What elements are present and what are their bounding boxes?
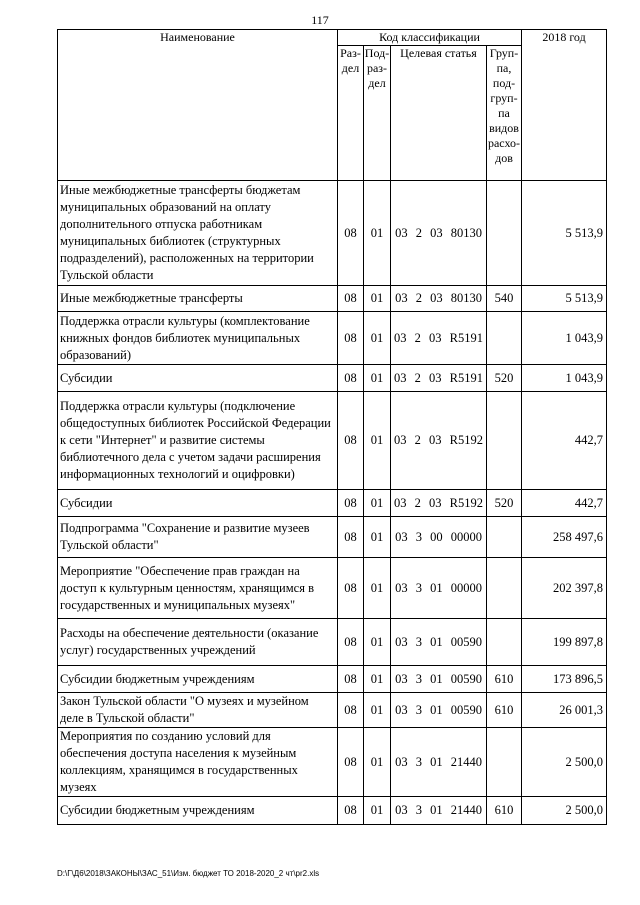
row-name: Подпрограмма "Сохранение и развитие музеев Тульской области"	[58, 517, 338, 558]
row-target-article: 03 2 03 R5191	[391, 365, 487, 392]
row-subsection: 01	[364, 365, 391, 392]
row-section: 08	[338, 392, 364, 490]
header-target-article: Целевая статья	[391, 46, 487, 181]
row-target-article: 03 2 03 R5192	[391, 392, 487, 490]
row-amount: 2 500,0	[522, 728, 607, 797]
row-amount: 5 513,9	[522, 181, 607, 286]
row-section: 08	[338, 558, 364, 619]
row-amount: 2 500,0	[522, 797, 607, 825]
table-row	[58, 181, 607, 286]
row-target-article: 03 3 01 00590	[391, 666, 487, 693]
table-body	[58, 181, 607, 825]
row-amount: 1 043,9	[522, 312, 607, 365]
row-name: Субсидии бюджетным учреждениям	[58, 797, 338, 825]
row-target-article: 03 2 03 R5192	[391, 490, 487, 517]
row-name: Поддержка отрасли культуры (комплектование книжных фондов библиотек муниципальных образований)	[58, 312, 338, 365]
header-classification-code: Код классификации	[338, 30, 522, 46]
row-subsection: 01	[364, 693, 391, 728]
row-subsection: 01	[364, 666, 391, 693]
row-amount: 173 896,5	[522, 666, 607, 693]
page-number: 117	[311, 13, 329, 27]
row-target-article: 03 2 03 80130	[391, 286, 487, 312]
row-subsection: 01	[364, 797, 391, 825]
row-name: Иные межбюджетные трансферты	[58, 286, 338, 312]
table-row	[58, 365, 607, 392]
row-name: Мероприятие "Обеспечение прав граждан на доступ к культурным ценностям, хранящимся в государственных и муниципальных музеях"	[58, 558, 338, 619]
table-row	[58, 666, 607, 693]
row-expense-group	[487, 728, 522, 797]
table-row	[58, 558, 607, 619]
row-subsection: 01	[364, 619, 391, 666]
row-expense-group: 610	[487, 666, 522, 693]
row-name: Закон Тульской области "О музеях и музейном деле в Тульской области"	[58, 693, 338, 728]
row-name: Субсидии бюджетным учреждениям	[58, 666, 338, 693]
table-row	[58, 517, 607, 558]
header-expense-group: Груп- па, под- груп- па видов расхо- дов	[487, 46, 522, 181]
row-subsection: 01	[364, 728, 391, 797]
row-amount: 26 001,3	[522, 693, 607, 728]
row-expense-group	[487, 392, 522, 490]
table-header	[58, 30, 607, 181]
row-section: 08	[338, 619, 364, 666]
row-expense-group	[487, 619, 522, 666]
row-subsection: 01	[364, 558, 391, 619]
row-expense-group: 540	[487, 286, 522, 312]
row-expense-group	[487, 517, 522, 558]
row-target-article: 03 3 01 00000	[391, 558, 487, 619]
row-target-article: 03 2 03 R5191	[391, 312, 487, 365]
table-row	[58, 286, 607, 312]
row-expense-group	[487, 181, 522, 286]
row-section: 08	[338, 517, 364, 558]
row-expense-group: 520	[487, 490, 522, 517]
row-section: 08	[338, 181, 364, 286]
table-row	[58, 490, 607, 517]
row-name: Расходы на обеспечение деятельности (оказание услуг) государственных учреждений	[58, 619, 338, 666]
header-section: Раз- дел	[338, 46, 364, 181]
row-name: Субсидии	[58, 490, 338, 517]
row-amount: 5 513,9	[522, 286, 607, 312]
row-amount: 202 397,8	[522, 558, 607, 619]
table-row	[58, 693, 607, 728]
row-name: Поддержка отрасли культуры (подключение общедоступных библиотек Российской Федерации к сети "Интернет" и развитие системы библиотечного дела с учетом задачи расширения информационных технологий и оцифровки)	[58, 392, 338, 490]
row-expense-group	[487, 558, 522, 619]
row-amount: 258 497,6	[522, 517, 607, 558]
header-year: 2018 год	[522, 30, 607, 181]
row-section: 08	[338, 693, 364, 728]
row-amount: 1 043,9	[522, 365, 607, 392]
row-expense-group: 610	[487, 693, 522, 728]
row-expense-group: 610	[487, 797, 522, 825]
row-target-article: 03 3 01 00590	[391, 619, 487, 666]
table-row	[58, 728, 607, 797]
row-subsection: 01	[364, 517, 391, 558]
row-section: 08	[338, 797, 364, 825]
header-name: Наименование	[58, 30, 338, 181]
row-name: Иные межбюджетные трансферты бюджетам муниципальных образований на оплату дополнительного отпуска работникам муниципальных библиотек (структурных подразделений), расположенных на территории Тульской области	[58, 181, 338, 286]
row-subsection: 01	[364, 392, 391, 490]
row-target-article: 03 3 01 21440	[391, 728, 487, 797]
table-row	[58, 312, 607, 365]
row-subsection: 01	[364, 490, 391, 517]
row-section: 08	[338, 666, 364, 693]
row-section: 08	[338, 286, 364, 312]
row-subsection: 01	[364, 312, 391, 365]
table-row	[58, 797, 607, 825]
row-target-article: 03 3 01 00590	[391, 693, 487, 728]
footer-file-path: D:\Г\Д6\2018\ЗАКОНЫ\ЗАС_51\Изм. бюджет ТО 2018-2020_2 чт\pr2.xls	[57, 869, 320, 878]
table-row	[58, 619, 607, 666]
row-target-article: 03 2 03 80130	[391, 181, 487, 286]
row-subsection: 01	[364, 181, 391, 286]
row-amount: 199 897,8	[522, 619, 607, 666]
header-subsection: Под- раз- дел	[364, 46, 391, 181]
row-name: Субсидии	[58, 365, 338, 392]
row-section: 08	[338, 365, 364, 392]
row-expense-group	[487, 312, 522, 365]
row-amount: 442,7	[522, 490, 607, 517]
row-section: 08	[338, 490, 364, 517]
table-row	[58, 392, 607, 490]
budget-table	[57, 29, 607, 825]
row-section: 08	[338, 728, 364, 797]
row-target-article: 03 3 00 00000	[391, 517, 487, 558]
row-name: Мероприятия по созданию условий для обеспечения доступа населения к музейным коллекциям, хранящимся в государственных музеях	[58, 728, 338, 797]
row-subsection: 01	[364, 286, 391, 312]
row-expense-group: 520	[487, 365, 522, 392]
row-section: 08	[338, 312, 364, 365]
row-target-article: 03 3 01 21440	[391, 797, 487, 825]
row-amount: 442,7	[522, 392, 607, 490]
